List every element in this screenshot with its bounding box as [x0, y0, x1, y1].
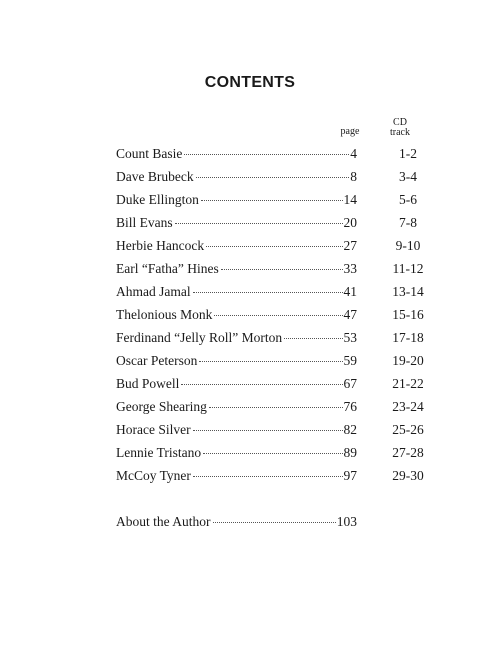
- dot-leader: [175, 223, 343, 224]
- entry-cd-track: 17-18: [392, 330, 424, 345]
- entry-title-line: [116, 211, 357, 234]
- entry-page: 59: [343, 353, 357, 368]
- entry-cd-track: 3-4: [399, 169, 417, 184]
- entry-title-line: [116, 349, 357, 372]
- entry-name: Count Basie: [116, 146, 183, 161]
- entry-page: 4: [350, 146, 357, 161]
- contents-entry[interactable]: [116, 326, 436, 349]
- entry-name: Lennie Tristano: [116, 445, 202, 460]
- entry-name: Oscar Peterson: [116, 353, 198, 368]
- dot-leader: [221, 269, 343, 270]
- about-author-entry[interactable]: [116, 510, 436, 533]
- entry-name: Duke Ellington: [116, 192, 199, 207]
- track-header-label: track: [390, 127, 410, 138]
- page-column-header: page: [340, 126, 360, 137]
- entry-cd-track: 13-14: [392, 284, 424, 299]
- contents-entry[interactable]: [116, 142, 436, 165]
- contents-entry[interactable]: [116, 441, 436, 464]
- entry-title-line: [116, 395, 357, 418]
- entry-page: 67: [343, 376, 357, 391]
- contents-entry[interactable]: [116, 464, 436, 487]
- entry-name: Ahmad Jamal: [116, 284, 191, 299]
- dot-leader: [201, 200, 343, 201]
- entry-title-line: [116, 326, 357, 349]
- entry-title-line: [116, 464, 357, 487]
- entry-page: 82: [343, 422, 357, 437]
- contents-entry[interactable]: [116, 234, 436, 257]
- dot-leader: [199, 361, 342, 362]
- entry-title-line: [116, 234, 357, 257]
- entry-title-line: [116, 142, 357, 165]
- entry-title-line: [116, 188, 357, 211]
- entry-page: 41: [343, 284, 357, 299]
- dot-leader: [193, 476, 343, 477]
- dot-leader: [203, 453, 342, 454]
- entry-page: 89: [343, 445, 357, 460]
- entry-cd-track: 15-16: [392, 307, 424, 322]
- entry-name: Ferdinand “Jelly Roll” Morton: [116, 330, 283, 345]
- entry-page: 76: [343, 399, 357, 414]
- entry-cd-track: 11-12: [392, 261, 424, 276]
- contents-list: [116, 142, 436, 487]
- dot-leader: [181, 384, 342, 385]
- entry-title-line: [116, 165, 357, 188]
- entry-cd-track: 27-28: [392, 445, 424, 460]
- contents-entry[interactable]: [116, 211, 436, 234]
- contents-entry[interactable]: [116, 349, 436, 372]
- entry-title-line: [116, 257, 357, 280]
- entry-name: Bud Powell: [116, 376, 180, 391]
- contents-entry[interactable]: [116, 280, 436, 303]
- dot-leader: [184, 154, 349, 155]
- contents-entry[interactable]: [116, 418, 436, 441]
- dot-leader: [213, 522, 336, 523]
- entry-cd-track: 7-8: [399, 215, 417, 230]
- entry-name: McCoy Tyner: [116, 468, 191, 483]
- entry-name: Thelonious Monk: [116, 307, 213, 322]
- entry-page: 33: [343, 261, 357, 276]
- contents-entry[interactable]: [116, 165, 436, 188]
- contents-entry[interactable]: [116, 372, 436, 395]
- entry-title-line: [116, 303, 357, 326]
- entry-name: George Shearing: [116, 399, 207, 414]
- about-author-line: [116, 510, 357, 533]
- dot-leader: [206, 246, 342, 247]
- contents-entry[interactable]: [116, 257, 436, 280]
- cd-header-label: CD: [393, 117, 407, 128]
- entry-cd-track: 29-30: [392, 468, 424, 483]
- contents-entry[interactable]: [116, 395, 436, 418]
- entry-page: 27: [343, 238, 357, 253]
- entry-page: 20: [343, 215, 357, 230]
- contents-entry[interactable]: [116, 303, 436, 326]
- entry-cd-track: 25-26: [392, 422, 424, 437]
- dot-leader: [209, 407, 343, 408]
- dot-leader: [196, 177, 350, 178]
- entry-cd-track: 21-22: [392, 376, 424, 391]
- entry-page: 47: [343, 307, 357, 322]
- entry-name: Dave Brubeck: [116, 169, 194, 184]
- dot-leader: [214, 315, 342, 316]
- cd-track-column-header: [380, 118, 420, 138]
- about-author-page: 103: [336, 514, 357, 529]
- entry-page: 97: [343, 468, 357, 483]
- entry-cd-track: 5-6: [399, 192, 417, 207]
- page-title: CONTENTS: [204, 74, 296, 91]
- entry-page: 8: [350, 169, 357, 184]
- entry-name: Earl “Fatha” Hines: [116, 261, 219, 276]
- entry-name: Horace Silver: [116, 422, 191, 437]
- dot-leader: [193, 430, 343, 431]
- dot-leader: [193, 292, 343, 293]
- entry-cd-track: 23-24: [392, 399, 424, 414]
- entry-title-line: [116, 418, 357, 441]
- entry-name: Herbie Hancock: [116, 238, 205, 253]
- entry-title-line: [116, 372, 357, 395]
- contents-entry[interactable]: [116, 188, 436, 211]
- entry-cd-track: 1-2: [399, 146, 417, 161]
- entry-page: 53: [343, 330, 357, 345]
- entry-cd-track: 9-10: [395, 238, 421, 253]
- entry-title-line: [116, 441, 357, 464]
- entry-name: Bill Evans: [116, 215, 173, 230]
- about-author-name: About the Author: [116, 514, 211, 529]
- entry-page: 14: [343, 192, 357, 207]
- entry-title-line: [116, 280, 357, 303]
- entry-cd-track: 19-20: [392, 353, 424, 368]
- dot-leader: [284, 338, 342, 339]
